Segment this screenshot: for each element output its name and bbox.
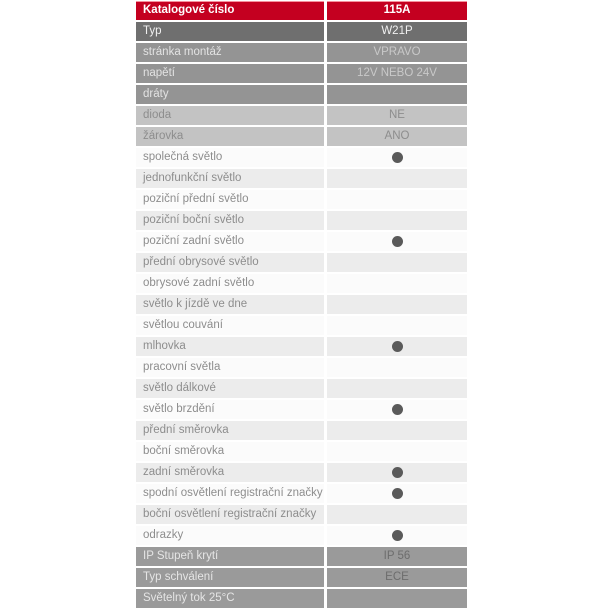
- table-row: [136, 337, 467, 356]
- table-row: [136, 589, 467, 608]
- row-value-text: NE: [389, 109, 405, 121]
- table-row: [136, 253, 467, 272]
- feature-bullet-icon: [392, 236, 403, 247]
- row-label: světlo k jízdě ve dne: [136, 295, 324, 314]
- table-row: [136, 400, 467, 419]
- feature-bullet-icon: [392, 488, 403, 499]
- row-value: [327, 295, 467, 314]
- table-row: [136, 421, 467, 440]
- row-label: obrysové zadní světlo: [136, 274, 324, 293]
- row-label: IP Stupeň krytí: [136, 547, 324, 566]
- row-label: světlou couvání: [136, 316, 324, 335]
- row-label: pracovní světla: [136, 358, 324, 377]
- row-label: poziční boční světlo: [136, 211, 324, 230]
- row-value-text: ANO: [384, 130, 410, 142]
- row-value: [327, 505, 467, 524]
- row-value: [327, 253, 467, 272]
- table-row: [136, 43, 467, 62]
- row-label: dioda: [136, 106, 324, 125]
- feature-bullet-icon: [392, 341, 403, 352]
- row-value-text: IP 56: [383, 550, 411, 562]
- row-label: světlo dálkové: [136, 379, 324, 398]
- row-value: [327, 337, 467, 356]
- row-value: [327, 274, 467, 293]
- row-label: boční osvětlení registrační značky: [136, 505, 324, 524]
- table-row: [136, 568, 467, 587]
- table-row: [136, 127, 467, 146]
- row-value: [327, 463, 467, 482]
- row-label: přední směrovka: [136, 421, 324, 440]
- row-value: [327, 64, 467, 83]
- table-row: [136, 526, 467, 545]
- row-value: [327, 379, 467, 398]
- table-row: [136, 169, 467, 188]
- row-value: [327, 106, 467, 125]
- row-label: Světelný tok 25°C: [136, 589, 324, 608]
- row-label: žárovka: [136, 127, 324, 146]
- row-label: zadní směrovka: [136, 463, 324, 482]
- row-value-text: W21P: [381, 25, 413, 37]
- row-value: [327, 442, 467, 461]
- table-row: [136, 211, 467, 230]
- spec-table: [136, 1, 467, 609]
- row-label: přední obrysové světlo: [136, 253, 324, 272]
- row-value: [327, 148, 467, 167]
- row-label: společná světlo: [136, 148, 324, 167]
- table-row: [136, 85, 467, 104]
- row-value: [327, 85, 467, 104]
- feature-bullet-icon: [392, 530, 403, 541]
- row-label: poziční přední světlo: [136, 190, 324, 209]
- table-row: [136, 358, 467, 377]
- row-label: Katalogové číslo: [136, 1, 324, 20]
- row-value: [327, 232, 467, 251]
- row-value: [327, 127, 467, 146]
- row-value: [327, 169, 467, 188]
- table-row: [136, 463, 467, 482]
- feature-bullet-icon: [392, 467, 403, 478]
- row-value: [327, 568, 467, 587]
- table-row: [136, 316, 467, 335]
- row-value: [327, 358, 467, 377]
- row-label: mlhovka: [136, 337, 324, 356]
- row-value: [327, 22, 467, 41]
- row-value: [327, 589, 467, 608]
- row-value: [327, 400, 467, 419]
- table-row: [136, 379, 467, 398]
- row-value: [327, 547, 467, 566]
- row-label: napětí: [136, 64, 324, 83]
- table-row: [136, 442, 467, 461]
- table-row: [136, 547, 467, 566]
- row-value: [327, 484, 467, 503]
- row-value-text: ECE: [385, 571, 409, 583]
- row-value: [327, 316, 467, 335]
- row-label: poziční zadní světlo: [136, 232, 324, 251]
- row-label: Typ: [136, 22, 324, 41]
- table-row: [136, 295, 467, 314]
- table-row: [136, 22, 467, 41]
- row-value: [327, 43, 467, 62]
- table-row: [136, 505, 467, 524]
- row-value: [327, 421, 467, 440]
- table-row: [136, 274, 467, 293]
- table-row: [136, 190, 467, 209]
- row-label: spodní osvětlení registrační značky: [136, 484, 324, 503]
- row-label: Typ schválení: [136, 568, 324, 587]
- row-label: jednofunkční světlo: [136, 169, 324, 188]
- feature-bullet-icon: [392, 404, 403, 415]
- row-value: [327, 190, 467, 209]
- table-row: [136, 106, 467, 125]
- table-row: [136, 148, 467, 167]
- feature-bullet-icon: [392, 152, 403, 163]
- row-value-text: 115A: [383, 4, 411, 16]
- row-value: [327, 526, 467, 545]
- table-row: [136, 64, 467, 83]
- row-value-text: VPRAVO: [373, 46, 421, 58]
- row-label: stránka montáž: [136, 43, 324, 62]
- row-value-text: 12V NEBO 24V: [357, 67, 437, 79]
- row-label: odrazky: [136, 526, 324, 545]
- row-value: [327, 1, 467, 20]
- table-row: [136, 484, 467, 503]
- row-label: boční směrovka: [136, 442, 324, 461]
- row-label: světlo brzdění: [136, 400, 324, 419]
- row-value: [327, 211, 467, 230]
- table-row: [136, 232, 467, 251]
- table-row: [136, 1, 467, 20]
- row-label: dráty: [136, 85, 324, 104]
